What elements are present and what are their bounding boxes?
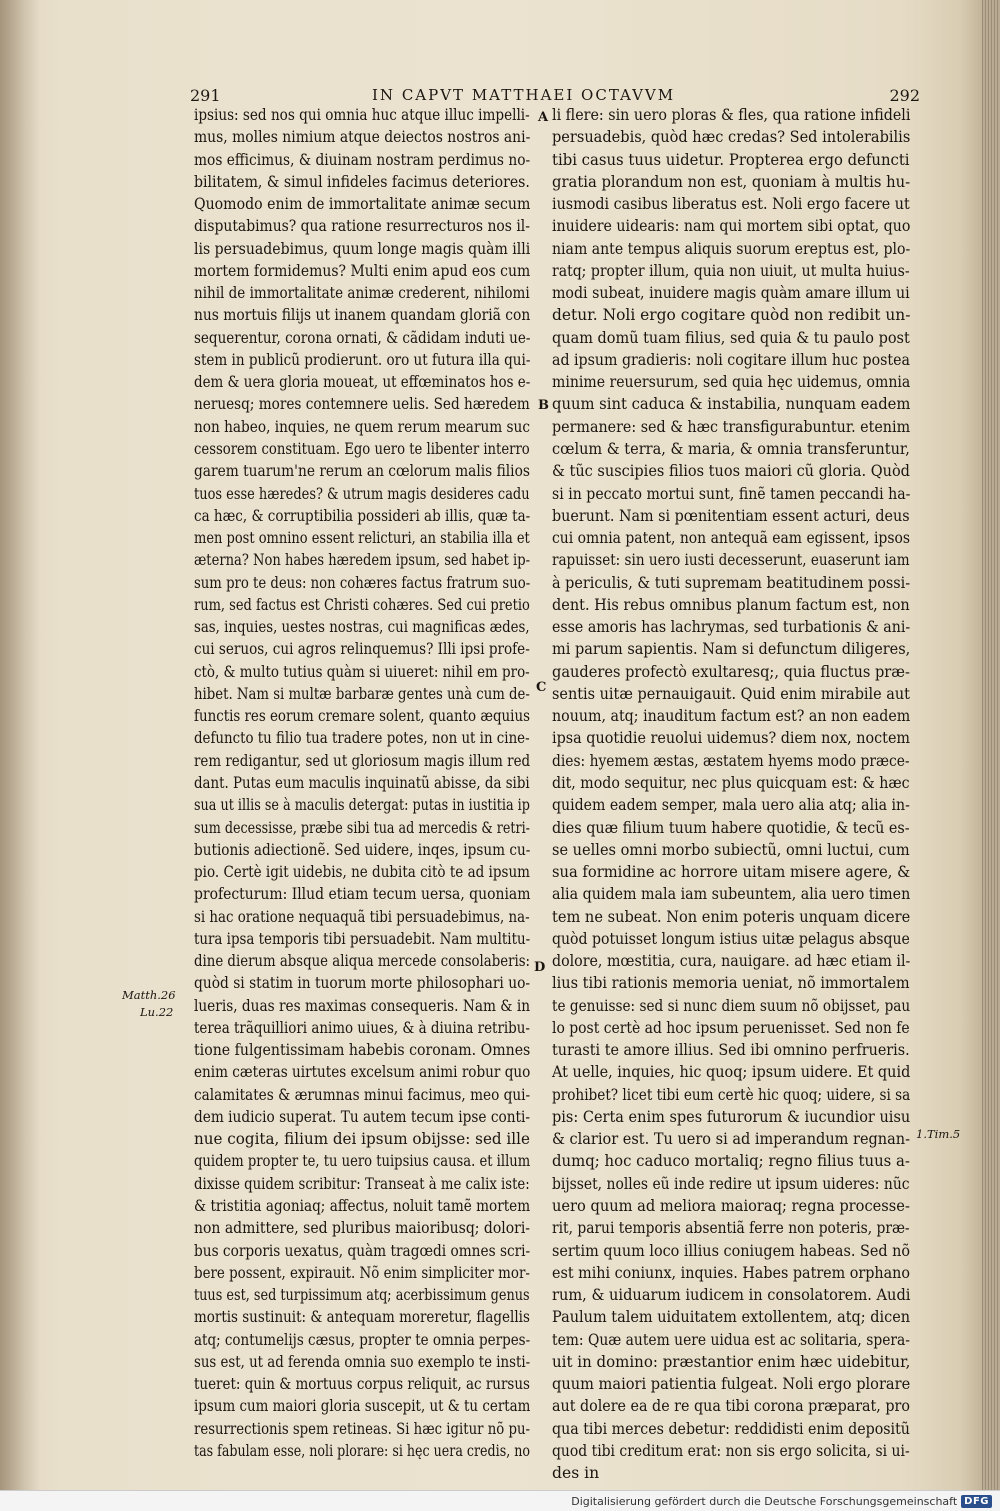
text-line: Paulum talem uiduitatem extollentem, atq; dicen [552, 1308, 911, 1327]
section-marker-c: C [536, 680, 547, 695]
text-line: bilitatem, & simul infideles facimus deteriores. [194, 172, 530, 191]
margin-note-matth: Matth.26 [122, 988, 176, 1002]
text-line: tuus est, sed turpissimum atq; acerbissimum genus [194, 1286, 530, 1305]
text-line: sus est, ut ad ferenda omnia suo exemplo te insti- [194, 1352, 531, 1371]
text-line: dumq; hoc caduco mortaliq; regno filius tuus a- [552, 1152, 910, 1171]
text-line: si hac oratione nequaquã tibi persuadebimus, na- [194, 907, 530, 926]
text-line: quum sint caduca & instabilia, nunquam eadem [552, 395, 911, 414]
text-line: aut dolere ea de re qua tibi corona præparat, pro [552, 1397, 910, 1416]
text-line: tueret: quin & mortuus corpus reliquit, ac rursus [194, 1375, 530, 1394]
text-line: nus mortuis filijs ut inanem quandam gloriã con [194, 306, 531, 325]
text-line: uero quum ad meliora maioraq; regna processe- [552, 1197, 910, 1216]
text-line: sum pro te deus: non cohæres factus fratrum suo- [194, 573, 531, 592]
text-line: quum maiori patientia fulgeat. Noli ergo plorare [552, 1375, 911, 1394]
text-line: ipsa quotidie reuolui uidemus? diem nox, noctem [552, 729, 911, 748]
text-line: dolore, mœstitia, cura, nauigare. ad hæc etiam il- [552, 952, 911, 971]
text-line: ratq; propter illum, quia non uiuit, ut multa huius- [552, 261, 910, 280]
page-number-left: 291 [190, 86, 221, 105]
text-line: uit in domino: præstantior enim hæc uidebitur, [552, 1352, 911, 1371]
text-line: qua tibi merces debetur: reddidisti enim depositũ [552, 1419, 910, 1438]
text-line: sum decessisse, præbe sibi tua ad mercedis & retri- [194, 818, 530, 837]
text-line: si in peccato mortui sunt, finẽ tamen peccandi ha- [552, 484, 911, 503]
text-line: lis persuadebimus, quum longe magis quàm illi [194, 239, 531, 258]
text-line: dies: hyemem æstas, æstatem hyems modo præce- [552, 751, 910, 770]
text-line: quam domũ tuam filius, sed quia & tu paulo post [552, 328, 910, 347]
text-line: & tristitia agoniaq; affectus, noluit tamẽ mortem [194, 1197, 531, 1216]
margin-note-timothy: 1.Tim.5 [916, 1127, 961, 1141]
text-line: esse amoris has lachrymas, sed turbationis & ani- [552, 618, 911, 637]
footer-credit: Digitalisierung gefördert durch die Deutsche Forschungsgemeinschaft [571, 1494, 958, 1508]
text-line: tuos esse hæredes? & utrum magis desideres cadu [194, 484, 530, 503]
text-line: terea trãquilliori animo uiues, & à diuina retribu- [194, 1018, 530, 1037]
text-line: dent. His rebus omnibus planum factum est, non [552, 595, 910, 614]
section-marker-b: B [538, 398, 549, 413]
text-line: butionis adiectionẽ. Sed uidere, inqes, ipsum cu- [194, 840, 531, 859]
text-line: enim cæteras uirtutes excelsum animi robur quo [194, 1063, 531, 1082]
text-line: cui omnia patent, non antequã eam egissent, ipsos [552, 529, 911, 548]
running-title: IN CAPVT MATTHAEI OCTAVVM [372, 86, 676, 104]
text-line: mortis sustinuit: & antequam moreretur, flagellis [194, 1308, 530, 1327]
text-line: se uelles omni morbo subiectũ, omni luctui, cum [552, 840, 910, 859]
text-line: cui seruos, cui agros relinquemus? Illi ipsi profe- [194, 640, 530, 659]
text-line: sua ut illis se à maculis detergat: putas in iustitia ip [194, 796, 530, 815]
text-line: te genuisse: sed si nunc diem suum nõ obijsset, pau [552, 996, 911, 1015]
text-line: sas, inquies, uestes nostras, cui magnificas ædes, [194, 618, 530, 637]
text-line: atq; contumelijs cæsus, propter te omnia perpes- [194, 1330, 531, 1349]
text-line: & clarior est. Tu uero si ad imperandum regnan- [552, 1130, 911, 1149]
text-line: pis: Certa enim spes futurorum & iucundior uisu [552, 1107, 911, 1126]
text-line: ipsum cum maiori gloria suscepit, ut & tu certam [194, 1397, 531, 1416]
text-line: quòd potuisset longum istius uitæ pelagus absque [552, 929, 910, 948]
text-line: dem & uera gloria moueat, ut effœminatos hos e- [194, 373, 531, 392]
text-line: lueris, duas res maximas consequeris. Nam & in [194, 996, 531, 1015]
text-line: lius tibi rationis memoria ueniat, nõ immortalem [552, 974, 910, 993]
text-line: persuadebis, quòd hæc credas? Sed intolerabilis [552, 128, 911, 147]
text-line: calamitates & ærumnas minui facimus, meo qui- [194, 1085, 531, 1104]
text-line: dixisse quidem scribitur: Transeat à me calix iste: [194, 1174, 530, 1193]
text-line: dem iudicio superat. Tu autem tecum ipse conti- [194, 1107, 531, 1126]
text-line: dit, modo sequitur, nec plus quicquam est: & hæc [552, 773, 910, 792]
text-line: rapuisset: sin uero iusti decesserunt, euaserunt iam [552, 551, 910, 570]
gutter-shadow [0, 0, 40, 1490]
text-line: tem ne subeat. Non enim poteris unquam dicere [552, 907, 911, 926]
text-line: buerunt. Nam si pœnitentiam essent acturi, deus [552, 506, 910, 525]
left-column [194, 104, 530, 1462]
text-line: bere possent, expirauit. Nõ enim simpliciter mor- [194, 1263, 530, 1282]
text-line: quidem propter te, tu uero tuipsius causa. et illum [194, 1152, 531, 1171]
text-line: quidem eadem semper, mala uero alia atq; alia in- [552, 796, 910, 815]
text-line: ipsius: sed nos qui omnia huc atque illuc impelli- [194, 106, 530, 124]
text-line: gauderes profectò exultaresq;, quia fluctus præ- [552, 662, 910, 681]
section-marker-d: D [534, 960, 546, 975]
text-line: mus, molles nimium atque deiectos nostros ani- [194, 128, 531, 147]
footer-bar [0, 1490, 1000, 1511]
text-line: rem redigantur, sed ut gloriosum magis illum red [194, 751, 531, 770]
text-line: neruesq; mores contemnere uelis. Sed hæredem [194, 395, 530, 414]
text-line: non admittere, sed pluribus maioribusq; dolori- [194, 1219, 531, 1238]
text-line: gratia plorandum non est, quoniam à multis hu- [552, 172, 911, 191]
text-line: bijsset, nolles eũ inde redire ut ipsum uideres: nũc [552, 1174, 910, 1193]
text-line: garem tuarum'ne rerum an cœlorum malis filios [194, 462, 530, 481]
text-line: rum, & uiduarum iudicem in consolatorem. Audi [552, 1286, 911, 1305]
text-line: des in [552, 1464, 600, 1483]
text-line: lo post certè ad hoc ipsum peruenisset. Sed non fe [552, 1018, 910, 1037]
text-line: resurrectionis spem retineas. Si hæc igitur nõ pu- [194, 1419, 530, 1438]
text-line: cœlum & terra, & maria, & omnia transferuntur, [552, 439, 910, 458]
text-line: rum, sed factus est Christi cohæres. Sed cui pretio [194, 595, 530, 614]
text-line: quòd si statim in tuorum morte philosophari uo- [194, 974, 531, 993]
text-line: hibet. Nam si multæ barbaræ gentes unà cum de- [194, 684, 530, 703]
text-line: mos efficimus, & diuinam nostram perdimus no- [194, 150, 531, 169]
text-line: tura ipsa temporis tibi persuadebit. Nam multitu- [194, 929, 531, 948]
text-line: mi parum sapientis. Nam si defunctum diligeres, [552, 640, 911, 659]
text-line: detur. Noli ergo cogitare quòd non redibit un- [552, 306, 911, 325]
text-line: nihil de immortalitate animæ crederent, nihilomi [194, 284, 530, 303]
right-column [552, 104, 910, 1484]
text-line: permanere: sed & hæc transfigurabuntur. etenim [552, 417, 911, 436]
text-line: defuncto tu filio tua tradere potes, non ut in cine- [194, 729, 530, 748]
text-line: bus corporis uexatus, quàm tragœdi omnes scri- [194, 1241, 531, 1260]
text-line: est mihi coniunx, inquies. Habes patrem orphano [552, 1263, 910, 1282]
text-line: à periculis, & tuti supremam beatitudinem possi- [552, 573, 911, 592]
text-line: disputabimus? qua ratione resurrecturos nos il- [194, 217, 530, 236]
text-line: quod tibi creditum erat: non sis ergo solicita, si ui- [552, 1441, 910, 1460]
text-line: non habeo, inquies, ne quem rerum mearum suc [194, 417, 530, 436]
text-line: sentis uitæ pernauigauit. Quid enim mirabile aut [552, 684, 910, 703]
text-line: tione fulgentissimam habebis coronam. Omnes [194, 1041, 531, 1060]
text-line: ad ipsum gradieris: noli cogitare illum huc postea [552, 350, 910, 369]
text-line: dant. Putas eum maculis inquinatũ abisse, da sibi [194, 773, 530, 792]
text-line: dine dierum absque aliqua mercede consolaberis: [194, 952, 531, 971]
text-line: inuidere uidearis: nam qui mortem sibi optat, quo [552, 217, 911, 236]
text-line: & tũc suscipies filios tuos maiori cũ gloria. Quòd [552, 462, 910, 481]
text-line: stem in publicũ prodierunt. oro ut futura illa qui- [194, 350, 531, 369]
text-line: profecturum: Illud etiam tecum uersa, quoniam [194, 885, 531, 904]
text-line: Quomodo enim de immortalitate animæ secum [194, 195, 531, 214]
text-line: æterna? Non habes hæredem ipsum, sed habet ip- [194, 551, 531, 570]
text-line: prohibet? licet tibi eum certè hic quoq; uidere, si sa [552, 1085, 911, 1104]
text-line: men post omnino essent relicturi, an stabilia illa et [194, 529, 530, 548]
text-line: nouum, atq; inauditum factum est? an non eadem [552, 707, 911, 726]
section-marker-a: A [538, 110, 549, 125]
page-edge [982, 0, 1000, 1490]
text-line: modi subeat, inuidere magis quàm amare illum ui [552, 284, 910, 303]
text-line: iusmodi casibus liberatus est. Noli ergo facere ut [552, 195, 910, 214]
page-number-right: 292 [889, 86, 920, 105]
text-line: turasti te amore illius. Sed ibi omnino perfrueris. [552, 1041, 910, 1060]
text-line: mortem formidemus? Multi enim apud eos cum [194, 261, 531, 280]
text-line: li flere: sin uero ploras & fles, qua ratione infideli [552, 106, 911, 124]
text-line: minime reuersurum, sed quia hęc uidemus, omnia [552, 373, 911, 392]
text-line: niam ante tempus aliquis suorum ereptus est, plo- [552, 239, 911, 258]
text-line: sequerentur, corona ornati, & cãdidam induti ue- [194, 328, 531, 347]
text-line: ca hæc, & corruptibilia possideri ab illis, quæ ta- [194, 506, 531, 525]
text-line: ctò, & multo tutius quàm si uiueret: nihil em pro- [194, 662, 530, 681]
text-line: nue cogita, filium dei ipsum obijsse: sed ille [194, 1130, 530, 1149]
text-line: cessorem constituam. Ego uero te libenter interro [194, 439, 530, 458]
dfg-logo: DFG [961, 1495, 992, 1508]
text-line: alia quidem mala iam subeuntem, alia uero timen [552, 885, 911, 904]
text-line: tibi casus tuus uidetur. Propterea ergo defuncti [552, 150, 910, 169]
text-line: pio. Certè igit uidebis, ne dubita citò te ad ipsum [194, 863, 530, 882]
text-line: tas fabulam esse, noli plorare: si hęc uera credis, no [194, 1441, 531, 1460]
text-line: tem: Quæ autem uere uidua est ac solitaria, spera- [552, 1330, 910, 1349]
text-line: rit, parui temporis absentiã ferre non poteris, præ- [552, 1219, 910, 1238]
text-line: sertim quum loco illius coniugem habeas. Sed nõ [552, 1241, 911, 1260]
margin-note-luke: Lu.22 [140, 1005, 174, 1019]
text-line: At uelle, inquies, hic quoq; ipsum uidere. Et quid [552, 1063, 911, 1082]
text-line: sua formidine ac horrore uitam misere agere, & [552, 863, 911, 882]
text-line: functis res eorum cremare solent, quanto æquius [194, 707, 530, 726]
text-line: dies quæ filium tuum habere quotidie, & tecũ es- [552, 818, 910, 837]
